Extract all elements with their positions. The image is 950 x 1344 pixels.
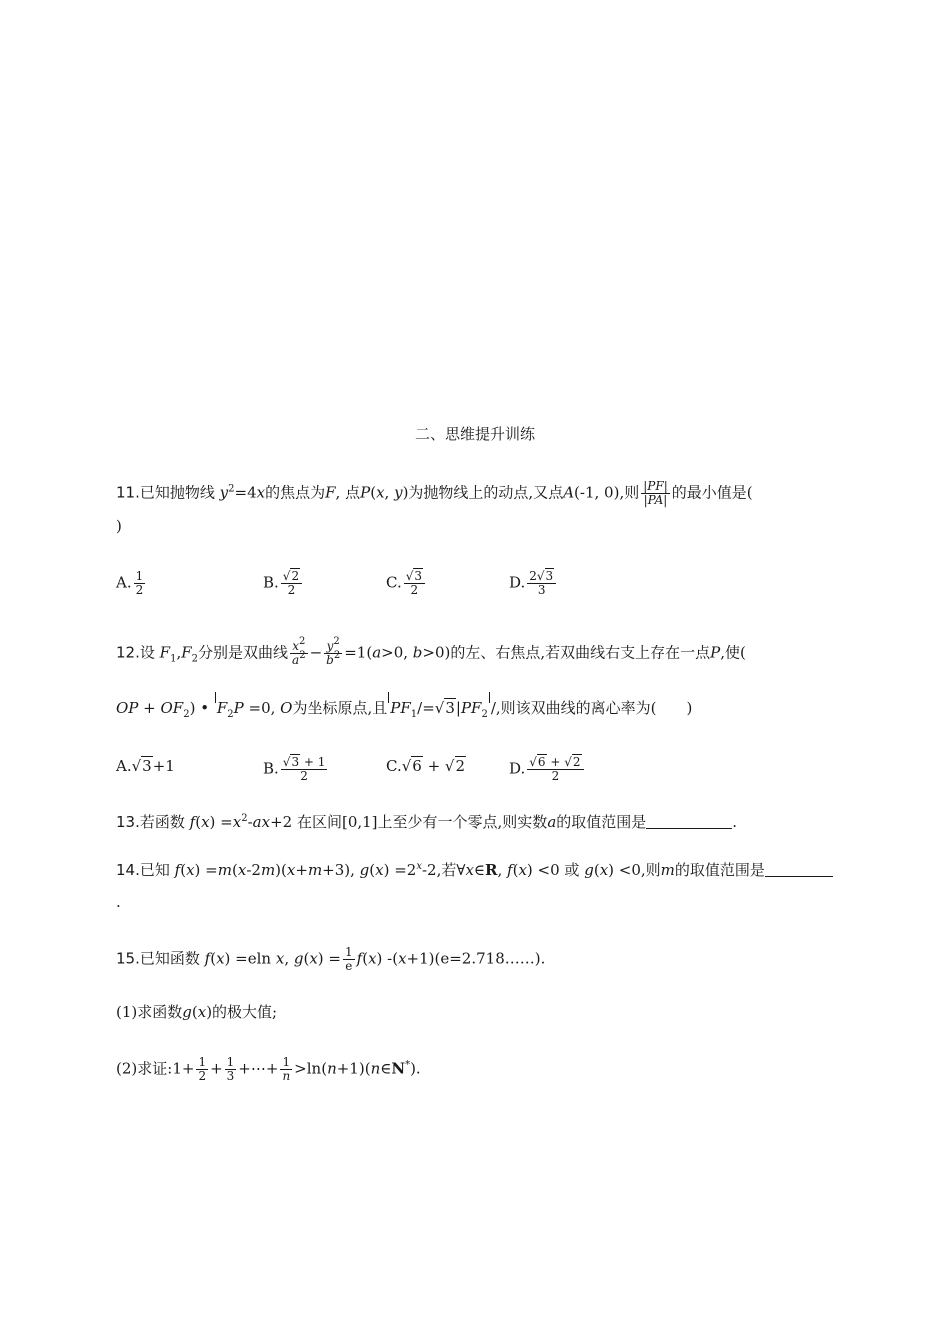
question-number: 14. bbox=[116, 861, 140, 879]
option-12-b[interactable]: B. $\frac{√3 + 1}{2}$ bbox=[263, 755, 326, 783]
question-11-line-1: 11.已知抛物线 $y^2=4x$的焦点为F, 点P(x, y)为抛物线上的动点,又点A(-1, 0),则 $\frac{|PF|}{|PA|}$ 的最小值是( bbox=[116, 479, 753, 507]
question-15-part-1: (1)求函数g(x)的极大值; bbox=[116, 1003, 278, 1021]
question-14-line-1: 14.已知 f(x) =m(x-2m)(x+m+3), $g(x) =2^x-2$,若∀x∈R, f(x) <0 或 g(x) <0,则m的取值范围是 bbox=[116, 860, 833, 880]
section-title: 二、思维提升训练 bbox=[414, 425, 535, 443]
fraction-pf-pa: $\frac{|PF|}{|PA|}$ bbox=[643, 479, 668, 507]
option-12-a[interactable]: A.√3+1 bbox=[116, 757, 175, 775]
question-12-line-1: 12.设 $F_1,F_2$分别是双曲线 $\frac{x^2}{a^2}$ − $\frac{y^2}{b^2}$ =1(a>0, b>0)的左、右焦点,若双曲线右支上存在一点P,使( bbox=[116, 636, 746, 667]
answer-blank[interactable] bbox=[765, 876, 833, 877]
option-12-d[interactable]: D. $\frac{√6 + √2}{2}$ bbox=[509, 756, 586, 783]
question-number: 13. bbox=[116, 813, 140, 831]
question-number: 11. bbox=[116, 483, 140, 502]
question-number: 12. bbox=[116, 643, 140, 662]
question-number: 15. bbox=[116, 949, 140, 968]
question-14-line-2: . bbox=[116, 893, 121, 911]
question-11-line-2: ) bbox=[116, 517, 122, 535]
question-15: 15.已知函数 f(x) =eln x, g(x) = $\frac{1}{e}$ f(x) -(x+1)(e=2.718……). bbox=[116, 945, 546, 973]
question-13: 13.若函数 $f(x) =x^2-ax+2$ 在区间[0,1]上至少有一个零点,则实数a的取值范围是 . bbox=[116, 813, 738, 831]
question-12-line-2: OP + $OF_2$) • $F_2P =0$, O为坐标原点,且 $PF_1/=√3|PF_2$ /,则该双曲线的离心率为( ) bbox=[116, 692, 692, 718]
option-12-c[interactable]: C.√6 + √2 bbox=[386, 757, 466, 775]
option-11-b[interactable]: B. $\frac{√2}{2}$ bbox=[263, 570, 304, 597]
option-11-a[interactable]: A. $\frac{1}{2}$ bbox=[116, 569, 144, 597]
answer-blank[interactable] bbox=[646, 828, 732, 829]
option-11-d[interactable]: D. $\frac{2√3}{3}$ bbox=[509, 570, 558, 597]
question-15-part-2: (2)求证:1+ $\frac{1}{2}$ + $\frac{1}{3}$ +⋯+ $\frac{1}{n}$ >ln(n+1)(n∈N*). bbox=[116, 1055, 421, 1083]
option-11-c[interactable]: C. $\frac{√3}{2}$ bbox=[386, 570, 427, 597]
